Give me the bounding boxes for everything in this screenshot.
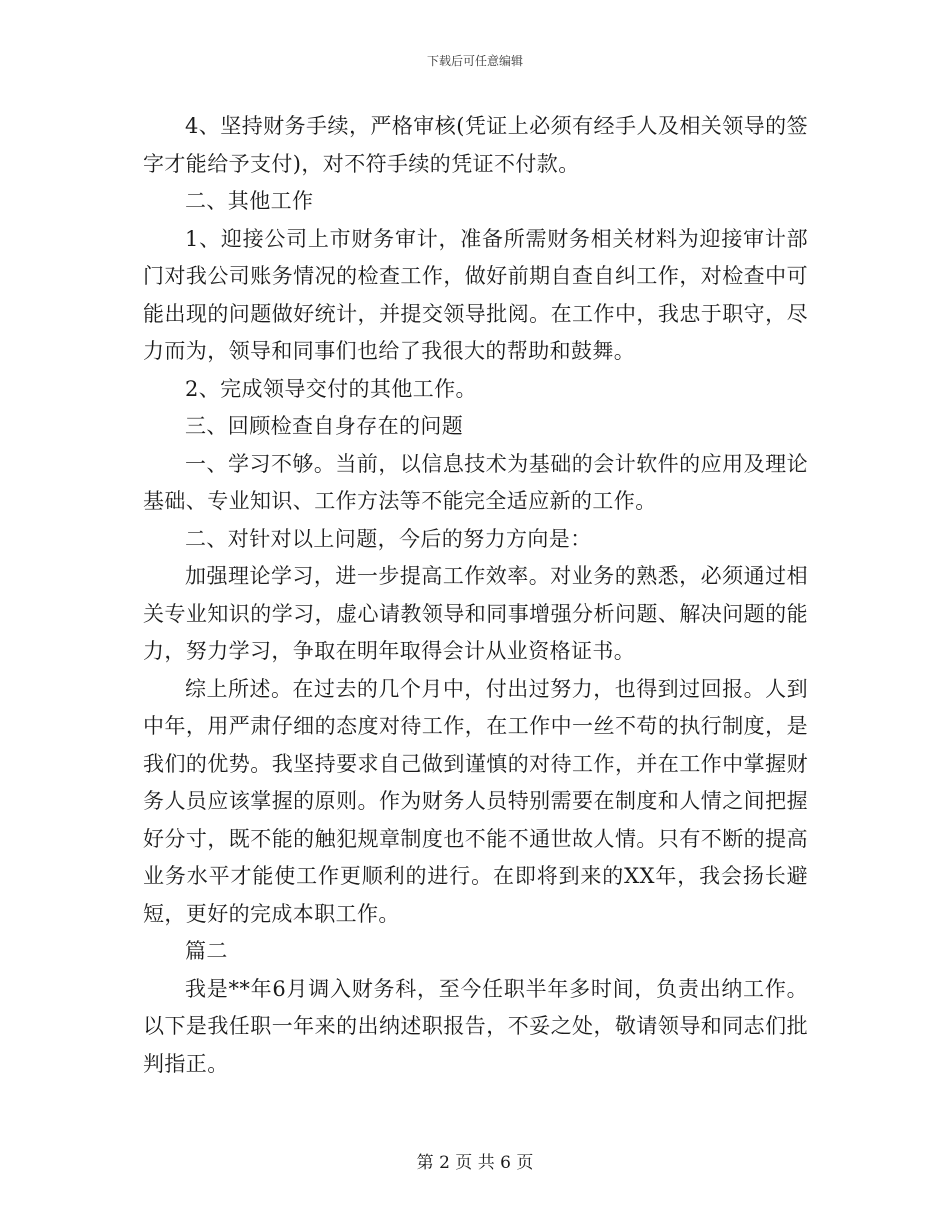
paragraph-audit-preparation: 1、迎接公司上市财务审计，准备所需财务相关材料为迎接审计部门对我公司账务情况的检查工作，做好前期自查自纠工作，对检查中可能出现的问题做好统计，并提交领导批阅。在工作中，我忠于职守，尽力而为，领导和同事们也给了我很大的帮助和鼓舞。: [143, 226, 808, 363]
paragraph-summary: 综上所述。在过去的几个月中，付出过努力，也得到过回报。人到中年，用严肃仔细的态度对待工作，在工作中一丝不苟的执行制度，是我们的优势。我坚持要求自己做到谨慎的对待工作，并在工作中掌握财务人员应该掌握的原则。作为财务人员特别需要在制度和人情之间把握好分寸，既不能的触犯规章制度也不能不通世故人情。只有不断的提高业务水平才能使工作更顺利的进行。在即将到来的XX年，我会扬长避短，更好的完成本职工作。: [143, 676, 808, 926]
paragraph-other-tasks: 2、完成领导交付的其他工作。: [185, 376, 477, 401]
paragraph-strengthen-theory: 加强理论学习，进一步提高工作效率。对业务的熟悉，必须通过相关专业知识的学习，虚心请教领导和同事增强分析问题、解决问题的能力，努力学习，争取在明年取得会计从业资格证书。: [143, 564, 808, 663]
section-heading-review-problems: 三、回顾检查自身存在的问题: [185, 414, 464, 438]
paragraph-improvement-direction: 二、对针对以上问题，今后的努力方向是：: [185, 526, 592, 551]
page-header-note: 下载后可任意编辑: [426, 54, 523, 68]
paragraph-financial-procedures: 4、坚持财务手续，严格审核(凭证上必须有经手人及相关领导的签字才能给予支付)，对不符手续的凭证不付款。: [143, 114, 808, 176]
document-body: [143, 108, 808, 1083]
page-number: 第 2 页 共 6 页: [416, 1153, 534, 1173]
paragraph-insufficient-study: 一、学习不够。当前，以信息技术为基础的会计软件的应用及理论基础、专业知识、工作方法等不能完全适应新的工作。: [143, 451, 808, 513]
paragraph-cashier-report-intro: 我是**年6月调入财务科，至今任职半年多时间，负责出纳工作。以下是我任职一年来的出纳述职报告，不妥之处，敬请领导和同志们批判指正。: [143, 976, 808, 1076]
section-heading-part-two: 篇二: [185, 939, 228, 963]
section-heading-other-work: 二、其他工作: [185, 189, 314, 213]
